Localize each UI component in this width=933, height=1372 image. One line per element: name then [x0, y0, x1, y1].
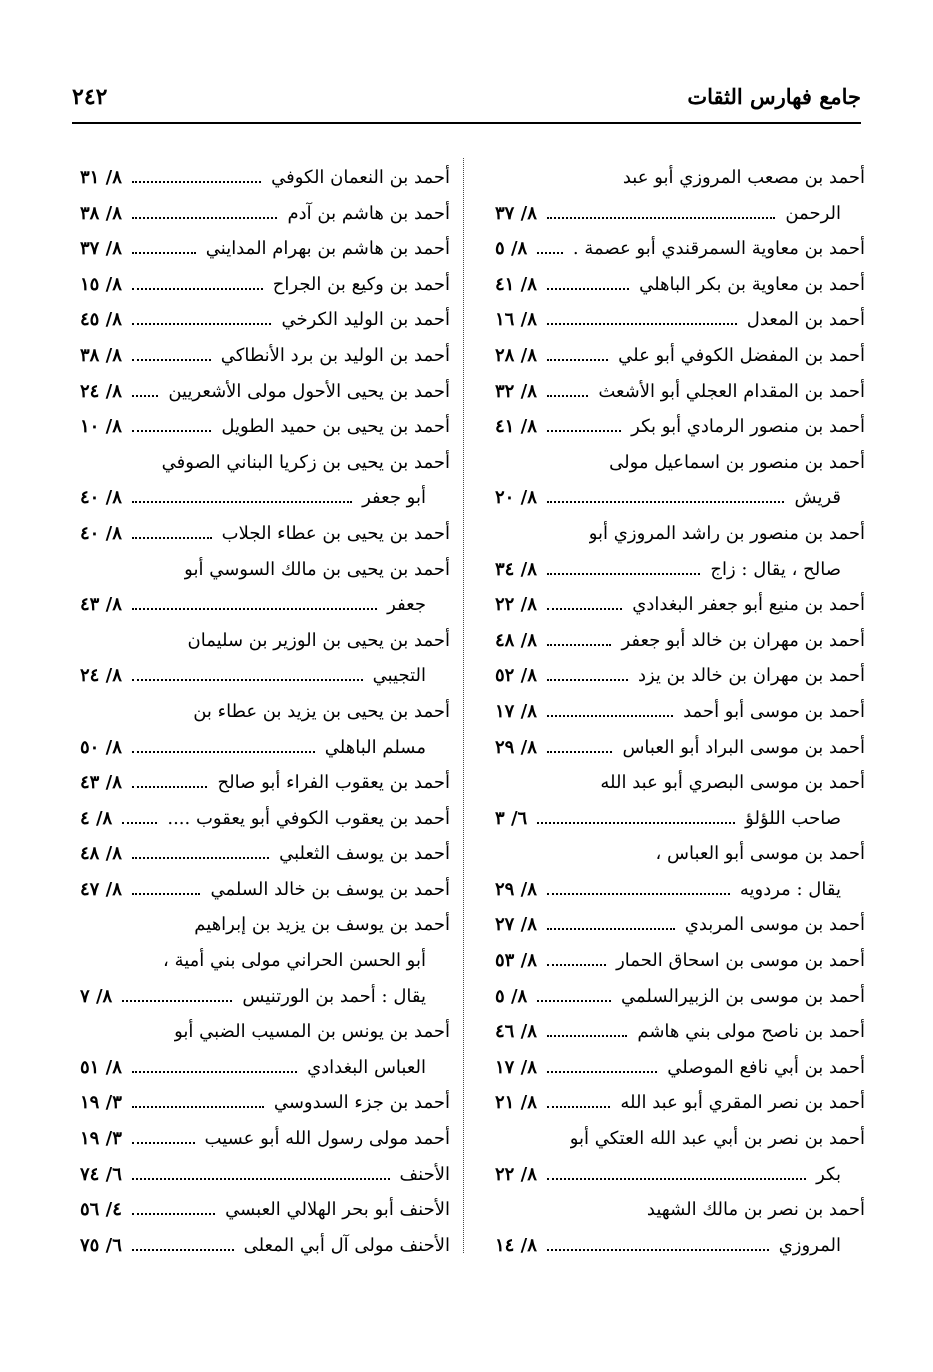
volume-page-ref: ٨/ ٣٧ [495, 202, 537, 224]
entry-name: أحمد بن منصور بن راشد المروزي أبو [588, 522, 865, 544]
index-entry [495, 231, 865, 267]
entry-name: أحمد بن معاوية السمرقندي أبو عصمة . [569, 231, 865, 267]
entry-name: قريش [791, 480, 842, 516]
entry-name: أحمد بن مهران بن خالد أبو جعفر [617, 623, 865, 659]
volume-page-ref: ٦/ ٧٥ [80, 1234, 122, 1256]
leader-dots [132, 323, 271, 325]
volume-page-ref: ٨/ ٥٢ [495, 665, 537, 687]
volume-page-ref: ٨/ ٥٣ [495, 950, 537, 972]
leader-dots [132, 1071, 297, 1073]
index-entry [80, 907, 450, 943]
volume-page-ref: ٨/ ٣٨ [80, 344, 122, 366]
index-entry [495, 694, 865, 730]
leader-dots [132, 252, 196, 254]
index-entry [80, 552, 450, 588]
entry-name: أحمد بن يحيى بن الوزير بن سليمان [187, 629, 450, 651]
volume-page-ref: ٤/ ٥٦ [80, 1199, 122, 1221]
index-entry [495, 1192, 865, 1228]
leader-dots [132, 1178, 390, 1180]
index-entry [495, 516, 865, 552]
entry-name: أحمد بن مهران بن خالد بن يزد [634, 658, 865, 694]
entry-name: أحمد بن المعدل [743, 302, 865, 338]
leader-dots [132, 537, 212, 539]
volume-page-ref: ٨/ ١٤ [495, 1234, 537, 1256]
index-entry [495, 1228, 865, 1264]
index-entry [80, 730, 450, 766]
index-entry [80, 836, 450, 872]
leader-dots [122, 822, 157, 824]
index-entry [495, 160, 865, 196]
index-entry [495, 302, 865, 338]
leader-dots [547, 644, 611, 646]
leader-dots [537, 1000, 611, 1002]
entry-name: أحمد بن موسى المربدي [681, 907, 865, 943]
leader-dots [132, 395, 158, 397]
leader-dots [547, 288, 629, 290]
entry-name: أحمد بن الوليد الكرخي [278, 302, 451, 338]
index-entry [80, 374, 450, 410]
column-divider [463, 158, 464, 1253]
leader-dots [547, 430, 621, 432]
entry-name: أحمد بن نصر بن أبي عبد الله العتكي أبو [569, 1128, 865, 1150]
entry-name: أحمد بن يعقوب الفراء أبو صالح [213, 765, 450, 801]
left-column [80, 160, 450, 1260]
index-entry [80, 979, 450, 1015]
volume-page-ref: ٨/ ٢١ [495, 1092, 537, 1114]
entry-name: أحمد بن يحيى الأحول مولى الأشعريين [164, 374, 450, 410]
index-entry [80, 694, 450, 730]
entry-name: يقال : مردويه [736, 872, 841, 908]
entry-name: أحمد بن موسى البصري أبو عبد الله [600, 772, 865, 794]
entry-name: جعفر [383, 587, 426, 623]
index-entry [80, 765, 450, 801]
leader-dots [547, 679, 628, 681]
volume-page-ref: ٨/ ٣٨ [80, 202, 122, 224]
volume-page-ref: ٨/ ٢٧ [495, 914, 537, 936]
leader-dots [132, 181, 261, 183]
volume-page-ref: ٨/ ٣٤ [495, 558, 537, 580]
entry-name: أحمد بن يعقوب الكوفي أبو يعقوب .... [163, 801, 450, 837]
volume-page-ref: ٨/ ٣١ [80, 167, 122, 188]
leader-dots [132, 679, 363, 681]
leader-dots [132, 359, 211, 361]
volume-page-ref: ٨/ ١٦ [495, 309, 537, 331]
index-entry [80, 1157, 450, 1193]
index-entry [495, 979, 865, 1015]
volume-page-ref: ٨/ ٤٨ [495, 629, 537, 651]
page-header [72, 84, 861, 120]
leader-dots [132, 608, 377, 610]
entry-name: أحمد بن نصر بن مالك الشهيد [646, 1199, 865, 1221]
volume-page-ref: ٨/ ٤٦ [495, 1021, 537, 1043]
volume-page-ref: ٨/ ٤ [80, 807, 113, 829]
index-entry [495, 765, 865, 801]
leader-dots [547, 1249, 769, 1251]
leader-dots [547, 964, 606, 966]
index-entry [495, 623, 865, 659]
index-entry [80, 480, 450, 516]
volume-page-ref: ٨/ ٣٧ [80, 238, 122, 260]
volume-page-ref: ٨/ ٤٠ [80, 487, 122, 509]
volume-page-ref: ٨/ ٢٢ [495, 594, 537, 616]
leader-dots [132, 430, 211, 432]
leader-dots [547, 501, 784, 503]
index-entry [495, 552, 865, 588]
entry-name: أحمد بن الوليد بن برد الأنطاكي [217, 338, 450, 374]
entry-name: أحمد بن موسى بن الزبيرالسلمي [617, 979, 865, 1015]
index-entry [495, 943, 865, 979]
volume-page-ref: ٨/ ٢٩ [495, 878, 537, 900]
index-entry [80, 801, 450, 837]
entry-name: أحمد بن يوسف بن خالد السلمي [207, 872, 451, 908]
leader-dots [547, 608, 622, 610]
entry-name: صاحب اللؤلؤ [741, 801, 841, 837]
volume-page-ref: ٨/ ١٥ [80, 273, 122, 295]
entry-name: أحمد بن ناصح مولى بني هاشم [633, 1014, 865, 1050]
volume-page-ref: ٨/ ٤٣ [80, 594, 122, 616]
volume-page-ref: ٨/ ٢٤ [80, 665, 122, 687]
entry-name: مسلم الباهلي [321, 730, 426, 766]
index-entry [80, 409, 450, 445]
entry-name: أحمد بن يونس بن المسيب الضبي أبو [174, 1021, 450, 1043]
index-entry [80, 623, 450, 659]
index-entry [495, 480, 865, 516]
volume-page-ref: ٣/ ١٩ [80, 1128, 122, 1150]
entry-name: أحمد بن هاشم بن آدم [284, 196, 451, 232]
volume-page-ref: ٨/ ٥ [495, 238, 528, 260]
leader-dots [547, 715, 673, 717]
entry-name: أحمد بن أبي نافع الموصلي [663, 1050, 865, 1086]
entry-name: أحمد بن المفضل الكوفي أبو علي [614, 338, 865, 374]
index-entry [80, 1228, 450, 1264]
volume-page-ref: ٨/ ٤٠ [80, 522, 122, 544]
index-entry [80, 658, 450, 694]
index-entry [80, 1192, 450, 1228]
leader-dots [132, 1213, 215, 1215]
leader-dots [132, 288, 263, 290]
index-entry [495, 801, 865, 837]
entry-name: صالح ، يقال : زاج [706, 552, 841, 588]
index-entry [80, 1121, 450, 1157]
entry-name: أحمد بن موسى البراد أبو العباس [618, 730, 865, 766]
entry-name: أحمد بن مصعب المروزي أبو عبد [622, 167, 865, 188]
index-entry [495, 872, 865, 908]
volume-page-ref: ٨/ ٢٤ [80, 380, 122, 402]
entry-name: أحمد بن يحيى بن يزيد بن عطاء بن [193, 700, 450, 722]
entry-name: يقال : أحمد بن الورتنيس [238, 979, 426, 1015]
leader-dots [547, 893, 730, 895]
entry-name: أحمد بن يحيى بن زكريا البناني الصوفي [161, 451, 450, 473]
index-entry [495, 907, 865, 943]
entry-name: التجيبي [369, 658, 426, 694]
leader-dots [547, 1035, 627, 1037]
entry-name: أحمد بن موسى أبو أحمد [679, 694, 865, 730]
index-entry [495, 730, 865, 766]
entry-name: أحمد بن يحيى بن عطاء الجلاب [218, 516, 450, 552]
index-entry [495, 1014, 865, 1050]
entry-name: العباس البغدادي [303, 1050, 426, 1086]
volume-page-ref: ٨/ ٢٢ [495, 1163, 537, 1185]
volume-page-ref: ٨/ ١٧ [495, 700, 537, 722]
index-entry [80, 516, 450, 552]
entry-name: أحمد بن نصر المقري أبو عبد الله [616, 1085, 865, 1121]
entry-name: أحمد بن منصور بن اسماعيل مولى [609, 451, 865, 473]
index-entry [80, 587, 450, 623]
index-entry [495, 409, 865, 445]
index-entry [80, 1085, 450, 1121]
leader-dots [132, 1249, 234, 1251]
running-title: جامع فهارس الثقات [687, 84, 861, 109]
entry-name: أحمد بن موسى أبو العباس ، [655, 843, 865, 865]
index-entry [80, 1050, 450, 1086]
volume-page-ref: ٦/ ٧٤ [80, 1163, 122, 1185]
entry-name: الأحنف أبو بحر الهلالي العبسي [221, 1192, 450, 1228]
index-entry [80, 231, 450, 267]
leader-dots [547, 359, 608, 361]
index-entry [80, 872, 450, 908]
entry-name: أحمد بن هاشم بن بهرام المدايني [202, 231, 450, 267]
leader-dots [132, 857, 269, 859]
index-entry [495, 1121, 865, 1157]
index-entry [80, 302, 450, 338]
index-entry [495, 196, 865, 232]
index-entry [80, 338, 450, 374]
entry-name: بكر [812, 1157, 841, 1193]
volume-page-ref: ٨/ ٤٧ [80, 878, 122, 900]
entry-name: أحمد بن يحيى بن حميد الطويل [217, 409, 450, 445]
volume-page-ref: ٨/ ٢٠ [495, 487, 537, 509]
leader-dots [547, 751, 612, 753]
entry-name: أحمد بن منيع أبو جعفر البغدادي [628, 587, 865, 623]
volume-page-ref: ٦/ ٣ [495, 807, 528, 829]
leader-dots [547, 928, 675, 930]
entry-name: الأحنف [396, 1157, 450, 1193]
leader-dots [547, 1071, 657, 1073]
entry-name: أحمد بن موسى بن اسحاق الحمار [612, 943, 865, 979]
volume-page-ref: ٨/ ٤٥ [80, 309, 122, 331]
volume-page-ref: ٨/ ٤١ [495, 416, 537, 438]
index-entry [80, 1014, 450, 1050]
leader-dots [132, 1106, 264, 1108]
volume-page-ref: ٨/ ٤١ [495, 273, 537, 295]
leader-dots [132, 1142, 195, 1144]
entry-name: أحمد بن يوسف بن يزيد بن إبراهيم [194, 914, 450, 936]
entry-name: أحمد بن جزء السدوسي [270, 1085, 450, 1121]
volume-page-ref: ٨/ ٢٨ [495, 344, 537, 366]
entry-name: أحمد بن يحيى بن مالك السوسي أبو [184, 558, 450, 580]
volume-page-ref: ٨/ ٧ [80, 985, 113, 1007]
index-entry [495, 836, 865, 872]
index-entry [80, 160, 450, 196]
leader-dots [132, 751, 315, 753]
right-index-list [495, 160, 865, 1263]
leader-dots [547, 217, 775, 219]
leader-dots [547, 573, 700, 575]
leader-dots [132, 217, 277, 219]
leader-dots [132, 786, 207, 788]
leader-dots [132, 501, 352, 503]
leader-dots [537, 252, 563, 254]
entry-name: أحمد مولى رسول الله أبو عسيب [201, 1121, 450, 1157]
volume-page-ref: ٨/ ٢٩ [495, 736, 537, 758]
volume-page-ref: ٣/ ١٩ [80, 1092, 122, 1114]
index-entry [80, 196, 450, 232]
leader-dots [547, 395, 588, 397]
index-entry [80, 267, 450, 303]
entry-name: أبو الحسن الحراني مولى بني أمية ، [163, 950, 426, 972]
index-entry [495, 658, 865, 694]
leader-dots [547, 1178, 806, 1180]
volume-page-ref: ٨/ ٥ [495, 985, 528, 1007]
index-entry [495, 445, 865, 481]
entry-name: أبو جعفر [358, 480, 426, 516]
index-entry [495, 374, 865, 410]
left-index-list [80, 160, 450, 1263]
volume-page-ref: ٨/ ٥١ [80, 1056, 122, 1078]
right-column [495, 160, 865, 1260]
volume-page-ref: ٨/ ٣٢ [495, 380, 537, 402]
leader-dots [547, 323, 737, 325]
entry-name: أحمد بن وكيع بن الجراح [269, 267, 450, 303]
entry-name: أحمد بن يوسف الثعلبي [275, 836, 450, 872]
volume-page-ref: ٨/ ٥٠ [80, 736, 122, 758]
entry-name: أحمد بن معاوية بن بكر الباهلي [635, 267, 865, 303]
volume-page-ref: ٨/ ٤٣ [80, 772, 122, 794]
index-entry [495, 1050, 865, 1086]
index-entry [80, 445, 450, 481]
leader-dots [132, 893, 200, 895]
index-entry [80, 943, 450, 979]
index-entry [495, 1157, 865, 1193]
header-rule [72, 122, 861, 124]
volume-page-ref: ٨/ ١٧ [495, 1056, 537, 1078]
entry-name: أحمد بن المقدام العجلي أبو الأشعث [594, 374, 865, 410]
leader-dots [547, 1106, 610, 1108]
index-entry [495, 338, 865, 374]
entry-name: أحمد بن النعمان الكوفي [267, 160, 450, 196]
leader-dots [122, 1000, 232, 1002]
index-entry [495, 267, 865, 303]
entry-name: الأحنف مولى آل أبي المعلى [240, 1228, 450, 1264]
entry-name: الرحمن [781, 196, 841, 232]
leader-dots [537, 822, 735, 824]
index-entry [495, 587, 865, 623]
entry-name: المروزي [775, 1228, 841, 1264]
page-number: ٢٤٢ [72, 84, 108, 110]
entry-name: أحمد بن منصور الرمادي أبو بكر [627, 409, 865, 445]
volume-page-ref: ٨/ ٤٨ [80, 843, 122, 865]
volume-page-ref: ٨/ ١٠ [80, 416, 122, 438]
index-entry [495, 1085, 865, 1121]
